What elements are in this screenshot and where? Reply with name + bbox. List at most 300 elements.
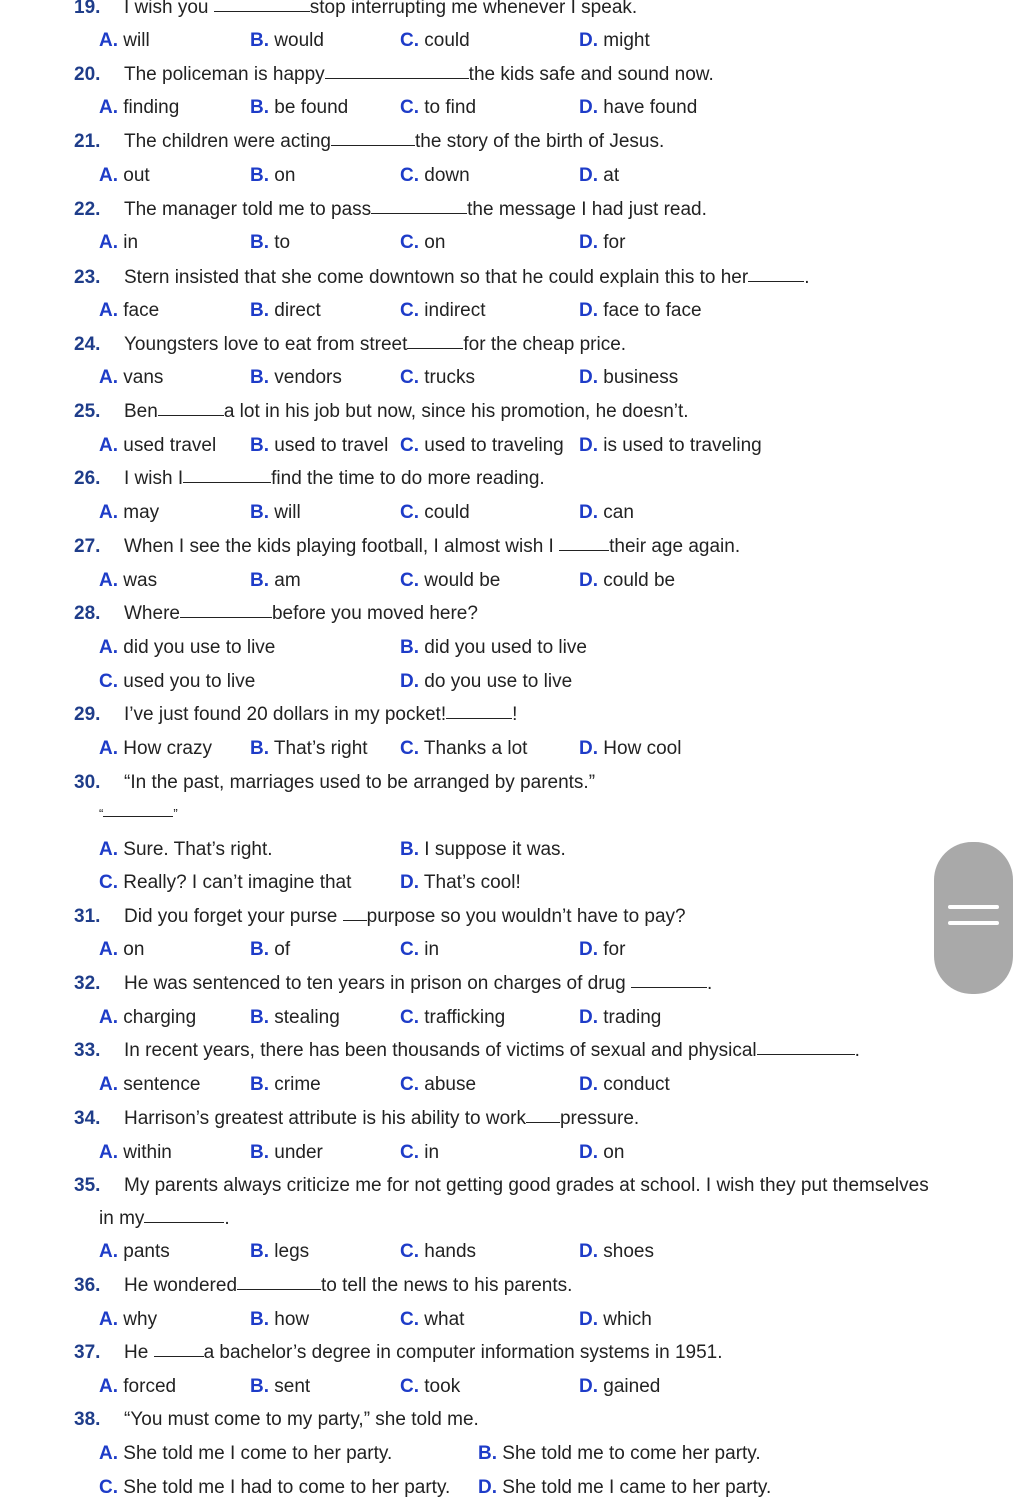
question-text: My parents always criticize me for not getting good grades at school. I wish they put themselves bbox=[124, 1175, 929, 1196]
option-text: stealing bbox=[269, 1007, 340, 1028]
option-text: for bbox=[598, 939, 626, 960]
option-letter: C. bbox=[400, 1142, 419, 1163]
option-letter: D. bbox=[579, 232, 598, 253]
option-a[interactable] bbox=[99, 435, 216, 457]
option-text: That’s cool! bbox=[419, 872, 521, 893]
option-a[interactable] bbox=[99, 502, 159, 524]
question-number: 33. bbox=[74, 1040, 101, 1061]
question-stem bbox=[124, 1275, 572, 1297]
option-text: vendors bbox=[269, 367, 342, 388]
question-text: . bbox=[224, 1208, 230, 1229]
option-letter: A. bbox=[99, 1376, 118, 1397]
question-stem bbox=[124, 772, 595, 794]
option-letter: B. bbox=[250, 1007, 269, 1028]
option-letter: D. bbox=[400, 872, 419, 893]
option-letter: C. bbox=[400, 570, 419, 591]
option-text: could be bbox=[598, 570, 676, 591]
answer-blank[interactable] bbox=[631, 986, 707, 988]
option-b[interactable] bbox=[250, 232, 290, 254]
option-letter: B. bbox=[250, 30, 269, 51]
question-number: 38. bbox=[74, 1409, 101, 1430]
question-text: pressure. bbox=[559, 1108, 640, 1129]
option-letter: C. bbox=[400, 435, 419, 456]
option-b[interactable] bbox=[250, 367, 342, 389]
option-text: what bbox=[419, 1309, 465, 1330]
option-c[interactable] bbox=[400, 1309, 464, 1331]
option-b[interactable] bbox=[250, 1376, 310, 1398]
option-b[interactable] bbox=[478, 1443, 761, 1465]
option-b[interactable] bbox=[250, 1241, 309, 1263]
question-text: . bbox=[706, 973, 713, 994]
question-stem bbox=[124, 536, 740, 558]
question-stem bbox=[124, 603, 478, 625]
option-letter: C. bbox=[400, 1309, 419, 1330]
option-letter: A. bbox=[99, 435, 118, 456]
answer-blank[interactable] bbox=[183, 481, 271, 483]
option-letter: D. bbox=[579, 435, 598, 456]
option-d[interactable] bbox=[579, 1241, 654, 1263]
option-text: can bbox=[598, 502, 634, 523]
answer-blank[interactable] bbox=[154, 1355, 204, 1357]
option-d[interactable] bbox=[400, 671, 572, 693]
option-text: indirect bbox=[419, 300, 486, 321]
option-text: on bbox=[598, 1142, 625, 1163]
option-text: Really? I can’t imagine that bbox=[118, 872, 352, 893]
option-letter: D. bbox=[579, 1241, 598, 1262]
answer-blank[interactable] bbox=[237, 1288, 321, 1290]
option-text: under bbox=[269, 1142, 323, 1163]
option-d[interactable] bbox=[579, 1142, 624, 1164]
question-number: 25. bbox=[74, 401, 101, 422]
option-d[interactable] bbox=[400, 872, 521, 894]
option-letter: A. bbox=[99, 570, 118, 591]
option-a[interactable] bbox=[99, 839, 273, 861]
option-letter: A. bbox=[99, 232, 118, 253]
option-text: Sure. That’s right. bbox=[118, 839, 273, 860]
question-text: The manager told me to pass bbox=[124, 199, 372, 220]
option-text: how bbox=[269, 1309, 310, 1330]
option-letter: D. bbox=[579, 570, 598, 591]
option-text: on bbox=[118, 939, 145, 960]
option-letter: C. bbox=[99, 671, 118, 692]
question-text: in my bbox=[99, 1208, 145, 1229]
question-stem bbox=[124, 906, 686, 928]
question-text: Stern insisted that she come downtown so that he could explain this to her bbox=[124, 267, 749, 288]
option-b[interactable] bbox=[250, 570, 301, 592]
option-letter: D. bbox=[579, 165, 598, 186]
question-text: Did you forget your purse bbox=[124, 906, 343, 927]
option-a[interactable] bbox=[99, 1376, 176, 1398]
question-number: 27. bbox=[74, 536, 101, 557]
answer-blank[interactable] bbox=[343, 919, 367, 921]
question-number: 22. bbox=[74, 199, 101, 220]
answer-blank[interactable] bbox=[526, 1121, 560, 1123]
option-text: have found bbox=[598, 97, 698, 118]
option-d[interactable] bbox=[579, 1074, 670, 1096]
option-text: in bbox=[118, 232, 139, 253]
option-text: am bbox=[269, 570, 301, 591]
option-text: why bbox=[118, 1309, 158, 1330]
option-text: for bbox=[598, 232, 626, 253]
option-letter: D. bbox=[579, 502, 598, 523]
question-number: 20. bbox=[74, 64, 101, 85]
scroll-handle-icon[interactable] bbox=[934, 842, 1013, 994]
option-b[interactable] bbox=[250, 939, 290, 961]
option-letter: B. bbox=[250, 738, 269, 759]
answer-blank[interactable] bbox=[331, 144, 415, 146]
option-letter: B. bbox=[250, 570, 269, 591]
option-a[interactable] bbox=[99, 738, 212, 760]
option-text: shoes bbox=[598, 1241, 654, 1262]
question-text: find the time to do more reading. bbox=[271, 468, 545, 489]
option-d[interactable] bbox=[579, 232, 625, 254]
option-letter: A. bbox=[99, 1309, 118, 1330]
option-a[interactable] bbox=[99, 1443, 392, 1465]
option-c[interactable] bbox=[400, 1376, 460, 1398]
question-stem bbox=[124, 64, 714, 86]
option-letter: B. bbox=[250, 300, 269, 321]
answer-blank[interactable] bbox=[446, 717, 512, 719]
option-letter: A. bbox=[99, 30, 118, 51]
question-stem bbox=[124, 1342, 723, 1364]
option-letter: C. bbox=[400, 97, 419, 118]
option-letter: A. bbox=[99, 502, 118, 523]
option-a[interactable] bbox=[99, 570, 157, 592]
answer-blank[interactable] bbox=[325, 77, 469, 79]
question-text: I wish I bbox=[124, 468, 184, 489]
option-b[interactable] bbox=[250, 30, 324, 52]
option-letter: B. bbox=[250, 1309, 269, 1330]
option-letter: D. bbox=[579, 367, 598, 388]
option-letter: B. bbox=[250, 1241, 269, 1262]
option-c[interactable] bbox=[400, 570, 500, 592]
option-text: would bbox=[269, 30, 324, 51]
option-a[interactable] bbox=[99, 30, 150, 52]
question-number: 28. bbox=[74, 603, 101, 624]
option-c[interactable] bbox=[400, 1007, 505, 1029]
question-text: ! bbox=[512, 704, 518, 725]
option-d[interactable] bbox=[579, 1309, 652, 1331]
question-text: “In the past, marriages used to be arranged by parents.” bbox=[124, 772, 596, 793]
option-text: which bbox=[598, 1309, 652, 1330]
answer-blank[interactable] bbox=[103, 815, 173, 817]
option-text: was bbox=[118, 570, 158, 591]
question-number: 23. bbox=[74, 267, 101, 288]
question-number: 19. bbox=[74, 0, 101, 18]
option-letter: C. bbox=[400, 232, 419, 253]
answer-blank[interactable] bbox=[757, 1053, 855, 1055]
option-text: do you use to live bbox=[419, 671, 573, 692]
option-letter: A. bbox=[99, 839, 118, 860]
option-d[interactable] bbox=[579, 502, 634, 524]
question-text: Where bbox=[124, 603, 180, 624]
option-letter: B. bbox=[250, 165, 269, 186]
option-letter: A. bbox=[99, 637, 118, 658]
option-letter: A. bbox=[99, 1074, 118, 1095]
option-text: will bbox=[269, 502, 301, 523]
option-letter: D. bbox=[579, 1376, 598, 1397]
option-letter: D. bbox=[478, 1477, 497, 1498]
option-letter: C. bbox=[400, 738, 419, 759]
option-c[interactable] bbox=[400, 1074, 476, 1096]
option-letter: B. bbox=[250, 939, 269, 960]
option-text: face to face bbox=[598, 300, 702, 321]
option-letter: A. bbox=[99, 1007, 118, 1028]
option-text: How cool bbox=[598, 738, 682, 759]
option-letter: B. bbox=[250, 97, 269, 118]
option-text: direct bbox=[269, 300, 321, 321]
question-number: 36. bbox=[74, 1275, 101, 1296]
option-text: would be bbox=[419, 570, 501, 591]
option-letter: C. bbox=[99, 872, 118, 893]
option-text: Thanks a lot bbox=[419, 738, 528, 759]
option-letter: A. bbox=[99, 939, 118, 960]
option-letter: A. bbox=[99, 367, 118, 388]
option-text: vans bbox=[118, 367, 164, 388]
question-number: 37. bbox=[74, 1342, 101, 1363]
question-stem bbox=[124, 1175, 929, 1197]
option-text: used to traveling bbox=[419, 435, 564, 456]
option-d[interactable] bbox=[579, 570, 675, 592]
answer-blank[interactable] bbox=[371, 212, 467, 214]
option-text: on bbox=[419, 232, 446, 253]
option-c[interactable] bbox=[99, 872, 351, 894]
option-a[interactable] bbox=[99, 300, 159, 322]
question-stem bbox=[124, 1409, 479, 1431]
question-text: Harrison’s greatest attribute is his ability to work bbox=[124, 1108, 526, 1129]
option-text: trucks bbox=[419, 367, 475, 388]
option-text: She told me to come her party. bbox=[497, 1443, 761, 1464]
option-c[interactable] bbox=[400, 367, 475, 389]
option-b[interactable] bbox=[250, 97, 348, 119]
option-text: business bbox=[598, 367, 679, 388]
option-letter: C. bbox=[400, 1074, 419, 1095]
option-d[interactable] bbox=[579, 97, 697, 119]
option-c[interactable] bbox=[400, 165, 470, 187]
option-text: crime bbox=[269, 1074, 321, 1095]
option-text: did you used to live bbox=[419, 637, 587, 658]
option-letter: D. bbox=[579, 1007, 598, 1028]
option-a[interactable] bbox=[99, 165, 150, 187]
option-letter: B. bbox=[250, 232, 269, 253]
option-letter: B. bbox=[400, 637, 419, 658]
option-text: to find bbox=[419, 97, 477, 118]
option-c[interactable] bbox=[400, 97, 476, 119]
option-text: down bbox=[419, 165, 470, 186]
option-text: is used to traveling bbox=[598, 435, 762, 456]
option-b[interactable] bbox=[400, 637, 587, 659]
option-text: forced bbox=[118, 1376, 177, 1397]
option-b[interactable] bbox=[250, 165, 295, 187]
option-c[interactable] bbox=[99, 671, 255, 693]
option-letter: A. bbox=[99, 300, 118, 321]
option-d[interactable] bbox=[579, 1376, 660, 1398]
option-c[interactable] bbox=[400, 1142, 439, 1164]
option-text: charging bbox=[118, 1007, 197, 1028]
option-text: used you to live bbox=[118, 671, 256, 692]
option-letter: B. bbox=[250, 1376, 269, 1397]
question-text: a lot in his job but now, since his promotion, he doesn’t. bbox=[223, 401, 689, 422]
question-text: He bbox=[124, 1342, 154, 1363]
option-text: abuse bbox=[419, 1074, 477, 1095]
option-text: be found bbox=[269, 97, 349, 118]
option-a[interactable] bbox=[99, 1007, 196, 1029]
question-text: The policeman is happy bbox=[124, 64, 325, 85]
question-text: ” bbox=[173, 806, 178, 821]
option-b[interactable] bbox=[250, 1074, 321, 1096]
question-stem bbox=[124, 973, 712, 995]
option-b[interactable] bbox=[250, 738, 368, 760]
option-letter: B. bbox=[400, 839, 419, 860]
question-number: 30. bbox=[74, 772, 101, 793]
question-text: The children were acting bbox=[124, 131, 331, 152]
option-text: sent bbox=[269, 1376, 311, 1397]
option-c[interactable] bbox=[400, 939, 439, 961]
option-letter: A. bbox=[99, 165, 118, 186]
option-text: did you use to live bbox=[118, 637, 276, 658]
question-text: the story of the birth of Jesus. bbox=[415, 131, 665, 152]
option-letter: C. bbox=[400, 1007, 419, 1028]
option-b[interactable] bbox=[250, 1309, 309, 1331]
question-text: to tell the news to his parents. bbox=[321, 1275, 573, 1296]
option-c[interactable] bbox=[400, 30, 470, 52]
option-c[interactable] bbox=[99, 1477, 450, 1499]
option-letter: A. bbox=[99, 1142, 118, 1163]
answer-blank[interactable] bbox=[158, 414, 224, 416]
answer-blank[interactable] bbox=[559, 549, 609, 551]
option-d[interactable] bbox=[579, 300, 702, 322]
option-letter: D. bbox=[579, 97, 598, 118]
option-b[interactable] bbox=[250, 502, 301, 524]
option-letter: B. bbox=[250, 367, 269, 388]
option-text: at bbox=[598, 165, 620, 186]
answer-blank[interactable] bbox=[748, 280, 804, 282]
option-d[interactable] bbox=[579, 435, 762, 457]
option-b[interactable] bbox=[250, 435, 388, 457]
option-letter: D. bbox=[579, 1074, 598, 1095]
question-text: a bachelor’s degree in computer information systems in 1951. bbox=[203, 1342, 723, 1363]
option-text: trading bbox=[598, 1007, 662, 1028]
answer-blank[interactable] bbox=[180, 616, 272, 618]
option-letter: B. bbox=[478, 1443, 497, 1464]
option-c[interactable] bbox=[400, 738, 527, 760]
option-d[interactable] bbox=[579, 1007, 661, 1029]
option-text: finding bbox=[118, 97, 180, 118]
question-stem bbox=[124, 1040, 860, 1062]
option-a[interactable] bbox=[99, 232, 138, 254]
option-text: gained bbox=[598, 1376, 661, 1397]
question-text: He was sentenced to ten years in prison on charges of drug bbox=[124, 973, 631, 994]
question-text: for the cheap price. bbox=[463, 334, 627, 355]
option-text: She told me I come to her party. bbox=[118, 1443, 393, 1464]
option-letter: A. bbox=[99, 97, 118, 118]
option-text: conduct bbox=[598, 1074, 670, 1095]
option-letter: D. bbox=[579, 1142, 598, 1163]
option-d[interactable] bbox=[579, 738, 681, 760]
question-number: 26. bbox=[74, 468, 101, 489]
answer-blank[interactable] bbox=[407, 347, 463, 349]
option-text: How crazy bbox=[118, 738, 212, 759]
option-a[interactable] bbox=[99, 1241, 170, 1263]
option-text: That’s right bbox=[269, 738, 368, 759]
question-stem bbox=[124, 199, 707, 221]
question-text: Youngsters love to eat from street bbox=[124, 334, 408, 355]
option-text: in bbox=[419, 1142, 440, 1163]
answer-blank[interactable] bbox=[214, 10, 310, 12]
option-c[interactable] bbox=[400, 435, 564, 457]
option-text: took bbox=[419, 1376, 461, 1397]
question-text: purpose so you wouldn’t have to pay? bbox=[366, 906, 686, 927]
option-a[interactable] bbox=[99, 1309, 157, 1331]
option-b[interactable] bbox=[250, 1142, 323, 1164]
option-d[interactable] bbox=[478, 1477, 771, 1499]
question-number: 31. bbox=[74, 906, 101, 927]
option-d[interactable] bbox=[579, 165, 619, 187]
option-text: could bbox=[419, 502, 470, 523]
option-letter: D. bbox=[579, 939, 598, 960]
option-text: hands bbox=[419, 1241, 477, 1262]
question-text: . bbox=[804, 267, 810, 288]
option-c[interactable] bbox=[400, 232, 445, 254]
option-a[interactable] bbox=[99, 97, 179, 119]
option-letter: C. bbox=[400, 165, 419, 186]
option-letter: C. bbox=[400, 939, 419, 960]
option-text: legs bbox=[269, 1241, 310, 1262]
question-stem bbox=[124, 401, 689, 423]
option-d[interactable] bbox=[579, 367, 678, 389]
option-c[interactable] bbox=[400, 1241, 476, 1263]
option-d[interactable] bbox=[579, 30, 650, 52]
option-text: to bbox=[269, 232, 291, 253]
option-letter: B. bbox=[250, 1142, 269, 1163]
option-a[interactable] bbox=[99, 1142, 172, 1164]
option-letter: C. bbox=[400, 1376, 419, 1397]
option-letter: C. bbox=[400, 300, 419, 321]
option-text: face bbox=[118, 300, 160, 321]
option-letter: B. bbox=[250, 435, 269, 456]
option-a[interactable] bbox=[99, 939, 144, 961]
option-a[interactable] bbox=[99, 1074, 200, 1096]
option-c[interactable] bbox=[400, 300, 486, 322]
question-number: 24. bbox=[74, 334, 101, 355]
option-letter: C. bbox=[400, 30, 419, 51]
option-text: I suppose it was. bbox=[419, 839, 566, 860]
question-stem bbox=[124, 1108, 639, 1130]
option-b[interactable] bbox=[250, 300, 321, 322]
option-b[interactable] bbox=[400, 839, 566, 861]
question-text: “You must come to my party,” she told me. bbox=[124, 1409, 479, 1430]
option-d[interactable] bbox=[579, 939, 625, 961]
question-stem bbox=[124, 704, 517, 726]
option-text: may bbox=[118, 502, 160, 523]
question-text: . bbox=[854, 1040, 860, 1061]
option-b[interactable] bbox=[250, 1007, 340, 1029]
option-text: within bbox=[118, 1142, 172, 1163]
answer-blank[interactable] bbox=[144, 1221, 224, 1223]
option-text: will bbox=[118, 30, 150, 51]
option-c[interactable] bbox=[400, 502, 470, 524]
question-stem-continued bbox=[99, 1208, 230, 1230]
option-text: out bbox=[118, 165, 150, 186]
question-number: 21. bbox=[74, 131, 101, 152]
question-text: I’ve just found 20 dollars in my pocket! bbox=[124, 704, 447, 725]
option-a[interactable] bbox=[99, 637, 275, 659]
option-letter: D. bbox=[579, 1309, 598, 1330]
option-text: of bbox=[269, 939, 291, 960]
option-text: used to travel bbox=[269, 435, 389, 456]
option-a[interactable] bbox=[99, 367, 163, 389]
option-letter: D. bbox=[579, 300, 598, 321]
